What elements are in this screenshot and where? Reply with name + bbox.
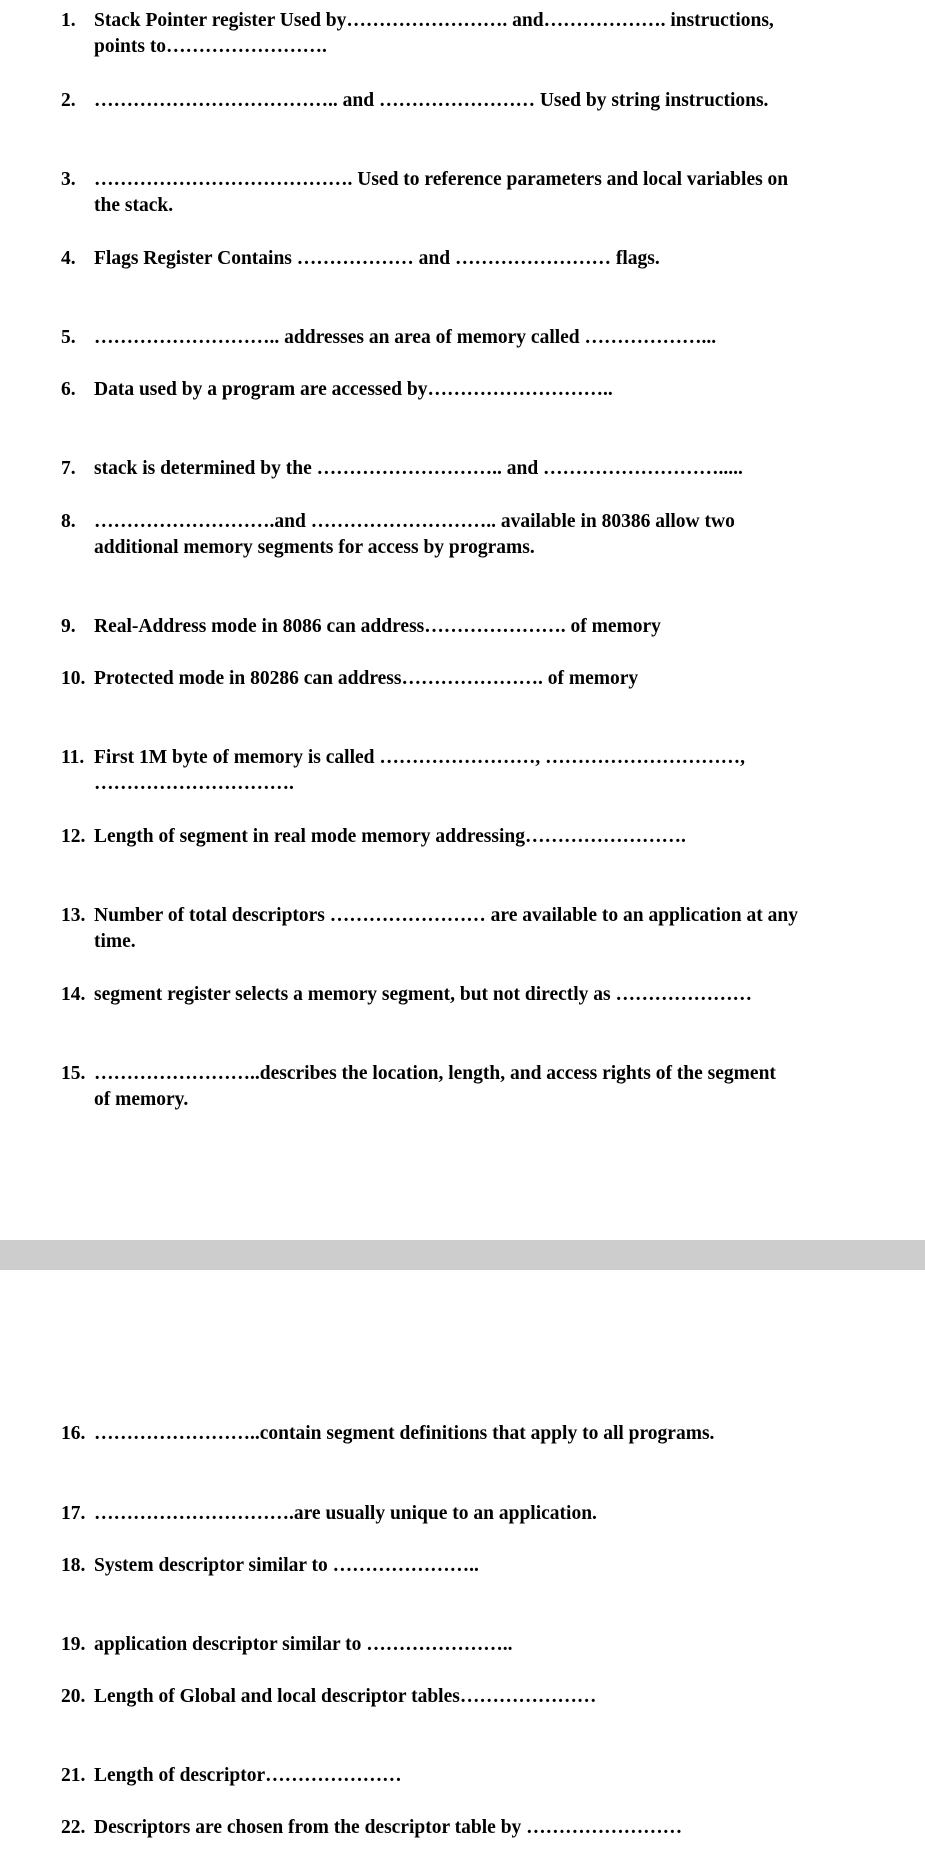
question-14 <box>61 982 855 1008</box>
question-16 <box>61 1421 855 1447</box>
question-3 <box>61 167 855 219</box>
question-1 <box>61 8 855 60</box>
question-5 <box>61 325 855 351</box>
question-13 <box>61 903 855 955</box>
question-number: 11. <box>61 747 85 768</box>
question-6 <box>61 377 855 403</box>
question-10 <box>61 666 855 692</box>
question-number: 4. <box>61 248 76 269</box>
question-21 <box>61 1763 855 1789</box>
question-number: 3. <box>61 169 76 190</box>
question-text: First 1M byte of memory is called ……………………, …………………………, <box>94 747 746 768</box>
question-text: Length of segment in real mode memory addressing……………………. <box>94 826 686 847</box>
question-number: 20. <box>61 1686 86 1707</box>
question-15 <box>61 1061 855 1113</box>
question-text: System descriptor similar to ………………….. <box>94 1555 479 1576</box>
question-text: ……………………………….. and …………………… Used by string instructions. <box>94 90 769 111</box>
question-number: 14. <box>61 984 86 1005</box>
question-text: Stack Pointer register Used by……………………. and………………. instructions, <box>94 10 774 31</box>
question-4 <box>61 246 855 272</box>
question-20 <box>61 1684 855 1710</box>
question-8 <box>61 509 855 561</box>
question-text-continued: time. <box>94 931 136 952</box>
question-text-continued: the stack. <box>94 195 174 216</box>
question-9 <box>61 614 855 640</box>
question-text: …………………………………. Used to reference parameters and local variables on <box>94 169 789 190</box>
question-text-continued: points to……………………. <box>94 36 327 57</box>
question-number: 8. <box>61 511 76 532</box>
page-divider <box>0 1240 925 1270</box>
question-number: 2. <box>61 90 76 111</box>
question-number: 5. <box>61 327 76 348</box>
question-text: Data used by a program are accessed by……………………….. <box>94 379 613 400</box>
question-number: 12. <box>61 826 86 847</box>
question-number: 9. <box>61 616 76 637</box>
question-2 <box>61 88 855 114</box>
question-text: Flags Register Contains ……………… and …………………… flags. <box>94 248 660 269</box>
question-number: 16. <box>61 1423 86 1444</box>
question-text: ……………………..describes the location, length, and access rights of the segment <box>94 1063 776 1084</box>
question-text-continued: …………………………. <box>94 773 294 794</box>
question-number: 15. <box>61 1063 86 1084</box>
question-number: 1. <box>61 10 76 31</box>
question-number: 18. <box>61 1555 86 1576</box>
question-number: 19. <box>61 1634 86 1655</box>
question-7 <box>61 456 855 482</box>
question-number: 10. <box>61 668 86 689</box>
question-text: ……………………..contain segment definitions that apply to all programs. <box>94 1423 715 1444</box>
question-18 <box>61 1553 855 1579</box>
question-19 <box>61 1632 855 1658</box>
question-text: application descriptor similar to ………………….. <box>94 1634 513 1655</box>
question-number: 22. <box>61 1817 86 1838</box>
question-number: 7. <box>61 458 76 479</box>
question-number: 13. <box>61 905 86 926</box>
question-text: Length of descriptor………………… <box>94 1765 402 1786</box>
question-17 <box>61 1501 855 1527</box>
question-text: ……………………….. addresses an area of memory called ………………... <box>94 327 717 348</box>
question-text: ……………………….and ……………………….. available in 80386 allow two <box>94 511 735 532</box>
question-12 <box>61 824 855 850</box>
question-text-continued: of memory. <box>94 1089 189 1110</box>
question-number: 21. <box>61 1765 86 1786</box>
question-22 <box>61 1815 855 1841</box>
question-number: 17. <box>61 1503 86 1524</box>
question-text: Real-Address mode in 8086 can address…………………. of memory <box>94 616 661 637</box>
question-text: stack is determined by the ……………………….. and ………………………..... <box>94 458 743 479</box>
question-number: 6. <box>61 379 76 400</box>
question-text: Protected mode in 80286 can address…………………. of memory <box>94 668 639 689</box>
question-text: Number of total descriptors …………………… are available to an application at any <box>94 905 798 926</box>
question-text: Descriptors are chosen from the descriptor table by …………………… <box>94 1817 683 1838</box>
question-text: Length of Global and local descriptor tables………………… <box>94 1686 597 1707</box>
question-text: ………………………….are usually unique to an application. <box>94 1503 597 1524</box>
question-11 <box>61 745 855 797</box>
question-text: segment register selects a memory segment, but not directly as ………………… <box>94 984 753 1005</box>
question-text-continued: additional memory segments for access by programs. <box>94 537 535 558</box>
